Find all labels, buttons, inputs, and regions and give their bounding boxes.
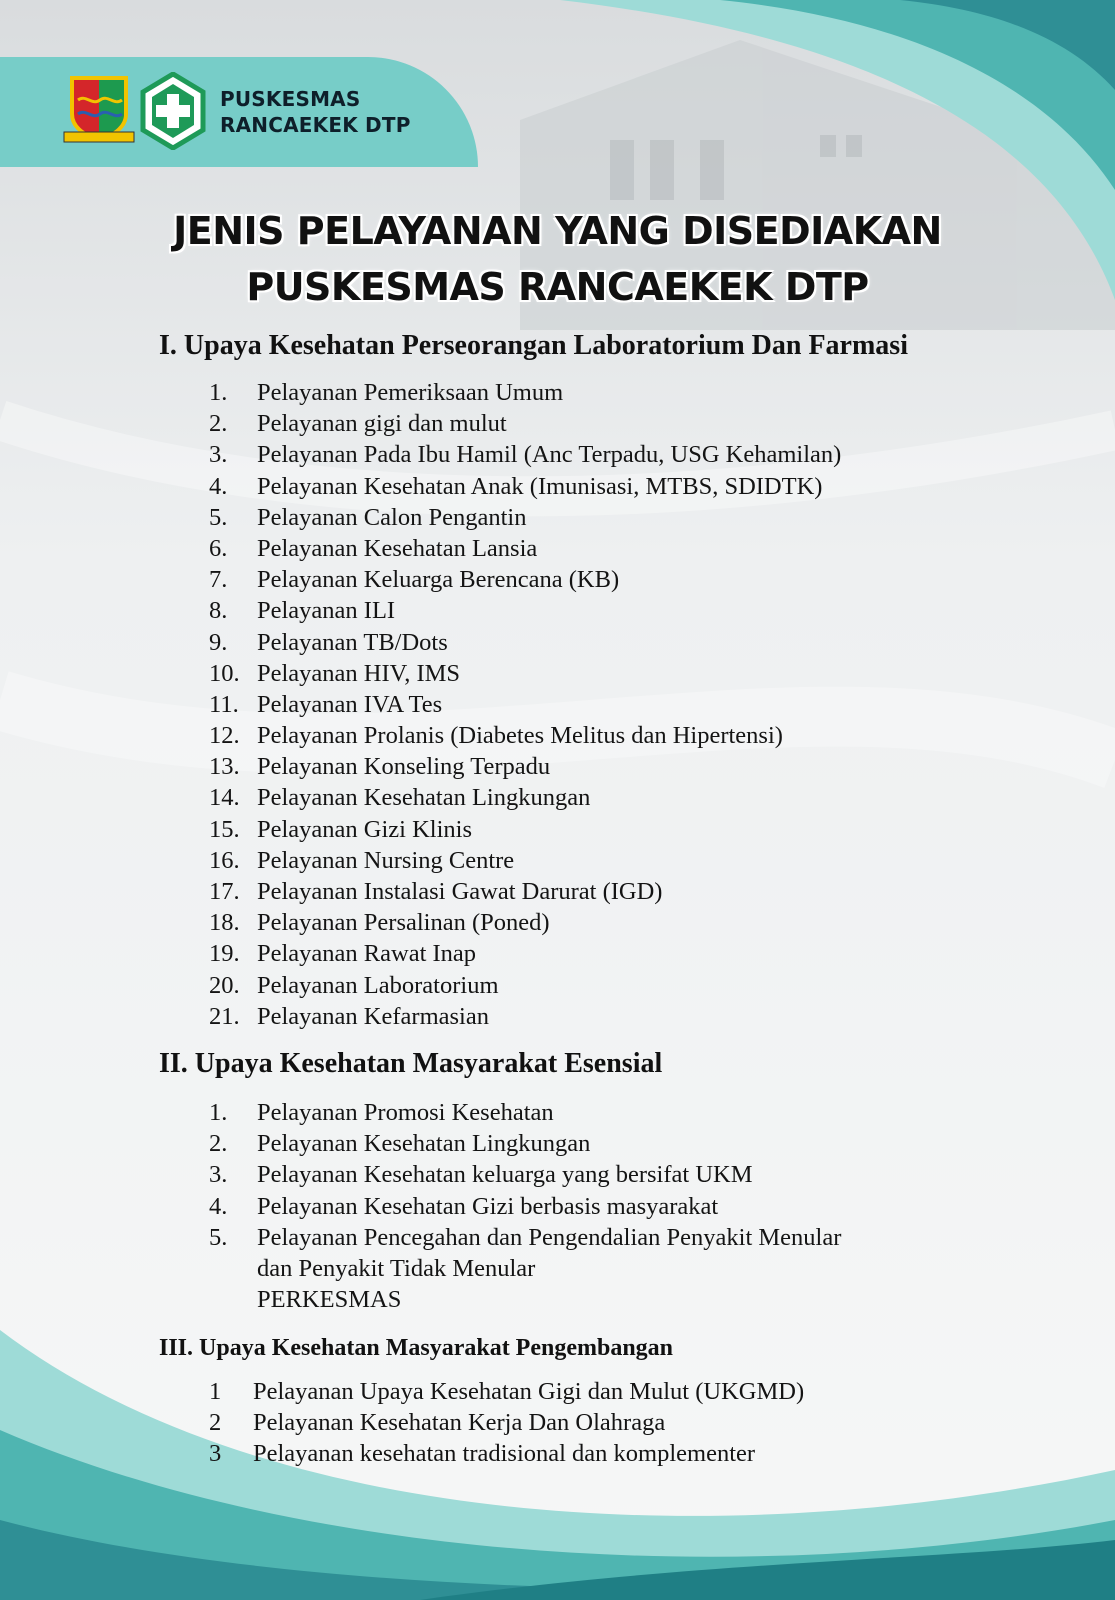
- item-text: Pelayanan Pencegahan dan Pengendalian Penyakit Menular: [257, 1223, 842, 1251]
- item-number: 5.: [209, 503, 228, 531]
- puskesmas-cross-logo-icon: [140, 72, 206, 150]
- item-number: 3.: [209, 441, 228, 469]
- item-number: 21.: [209, 1002, 240, 1030]
- item-text: dan Penyakit Tidak Menular: [257, 1254, 536, 1282]
- item-number: 2: [209, 1409, 222, 1437]
- item-text: Pelayanan Kesehatan Kerja Dan Olahraga: [253, 1409, 666, 1437]
- page-title-line2: PUSKESMAS RANCAEKEK DTP: [246, 265, 869, 309]
- item-text: Pelayanan Konseling Terpadu: [257, 753, 551, 781]
- item-number: 9.: [209, 628, 228, 656]
- item-text: Pelayanan Kesehatan Lingkungan: [257, 1130, 591, 1158]
- item-text: Pelayanan Rawat Inap: [257, 940, 477, 968]
- item-number: 1: [209, 1378, 222, 1405]
- item-text: Pelayanan Kesehatan Lingkungan: [257, 784, 591, 812]
- item-number: 4.: [209, 472, 228, 500]
- item-number: 2.: [209, 1130, 228, 1158]
- item-text: Pelayanan Laboratorium: [257, 971, 499, 999]
- item-text: Pelayanan Kesehatan Anak (Imunisasi, MTBS, SDIDTK): [257, 472, 823, 500]
- page-title-line1: JENIS PELAYANAN YANG DISEDIAKAN: [173, 209, 942, 253]
- item-text: Pelayanan kesehatan tradisional dan komplementer: [253, 1440, 756, 1468]
- item-number: 3: [209, 1440, 222, 1468]
- item-text: Pelayanan Instalasi Gawat Darurat (IGD): [257, 878, 663, 905]
- item-number: 1.: [209, 1099, 228, 1126]
- item-text: Pelayanan Prolanis (Diabetes Melitus dan Hipertensi): [257, 722, 783, 750]
- item-number: 8.: [209, 597, 228, 625]
- item-text: Pelayanan Keluarga Berencana (KB): [257, 566, 620, 594]
- item-number: 5.: [209, 1223, 228, 1251]
- page-title: [0, 203, 1115, 315]
- item-number: 15.: [209, 815, 240, 843]
- item-text: Pelayanan Gizi Klinis: [257, 815, 473, 843]
- kabupaten-bandung-emblem-icon: [62, 74, 136, 146]
- item-text: Pelayanan Calon Pengantin: [257, 503, 527, 531]
- item-number: 14.: [209, 784, 240, 812]
- item-text: Pelayanan Promosi Kesehatan: [257, 1099, 554, 1126]
- item-number: 2.: [209, 410, 228, 438]
- item-number: 11.: [209, 690, 239, 718]
- item-text: PERKESMAS: [257, 1286, 402, 1314]
- item-number: 18.: [209, 909, 240, 937]
- item-number: 6.: [209, 534, 228, 562]
- section-heading-1: I. Upaya Kesehatan Perseorangan Laboratorium Dan Farmasi: [159, 330, 908, 361]
- item-number: 12.: [209, 722, 240, 750]
- item-number: 13.: [209, 753, 240, 781]
- item-number: 20.: [209, 971, 240, 999]
- item-number: 10.: [209, 659, 240, 687]
- item-text: Pelayanan Kesehatan Lansia: [257, 534, 538, 562]
- item-number: 3.: [209, 1161, 228, 1189]
- org-name-line1: PUSKESMAS: [220, 87, 361, 111]
- item-number: 1.: [209, 379, 228, 406]
- item-text: Pelayanan Kefarmasian: [257, 1002, 489, 1030]
- item-number: 19.: [209, 940, 240, 968]
- item-text: Pelayanan TB/Dots: [257, 628, 448, 656]
- item-text: Pelayanan ILI: [257, 597, 396, 625]
- item-text: Pelayanan Nursing Centre: [257, 846, 515, 874]
- item-number: 7.: [209, 566, 228, 594]
- section-heading-3: III. Upaya Kesehatan Masyarakat Pengembangan: [159, 1335, 674, 1361]
- item-text: Pelayanan IVA Tes: [257, 690, 443, 718]
- item-text: Pelayanan HIV, IMS: [257, 659, 461, 687]
- item-number: 4.: [209, 1192, 228, 1220]
- item-text: Pelayanan Upaya Kesehatan Gigi dan Mulut (UKGMD): [253, 1378, 805, 1405]
- item-text: Pelayanan gigi dan mulut: [257, 410, 507, 438]
- organization-name: [220, 86, 411, 138]
- item-text: Pelayanan Kesehatan Gizi berbasis masyarakat: [257, 1192, 719, 1220]
- item-text: Pelayanan Pemeriksaan Umum: [257, 379, 564, 406]
- item-number: 17.: [209, 878, 240, 905]
- org-name-line2: RANCAEKEK DTP: [220, 113, 411, 137]
- item-text: Pelayanan Pada Ibu Hamil (Anc Terpadu, USG Kehamilan): [257, 441, 842, 469]
- item-number: 16.: [209, 846, 240, 874]
- item-text: Pelayanan Kesehatan keluarga yang bersifat UKM: [257, 1161, 753, 1189]
- item-text: Pelayanan Persalinan (Poned): [257, 909, 550, 937]
- section-heading-2: II. Upaya Kesehatan Masyarakat Esensial: [159, 1048, 663, 1079]
